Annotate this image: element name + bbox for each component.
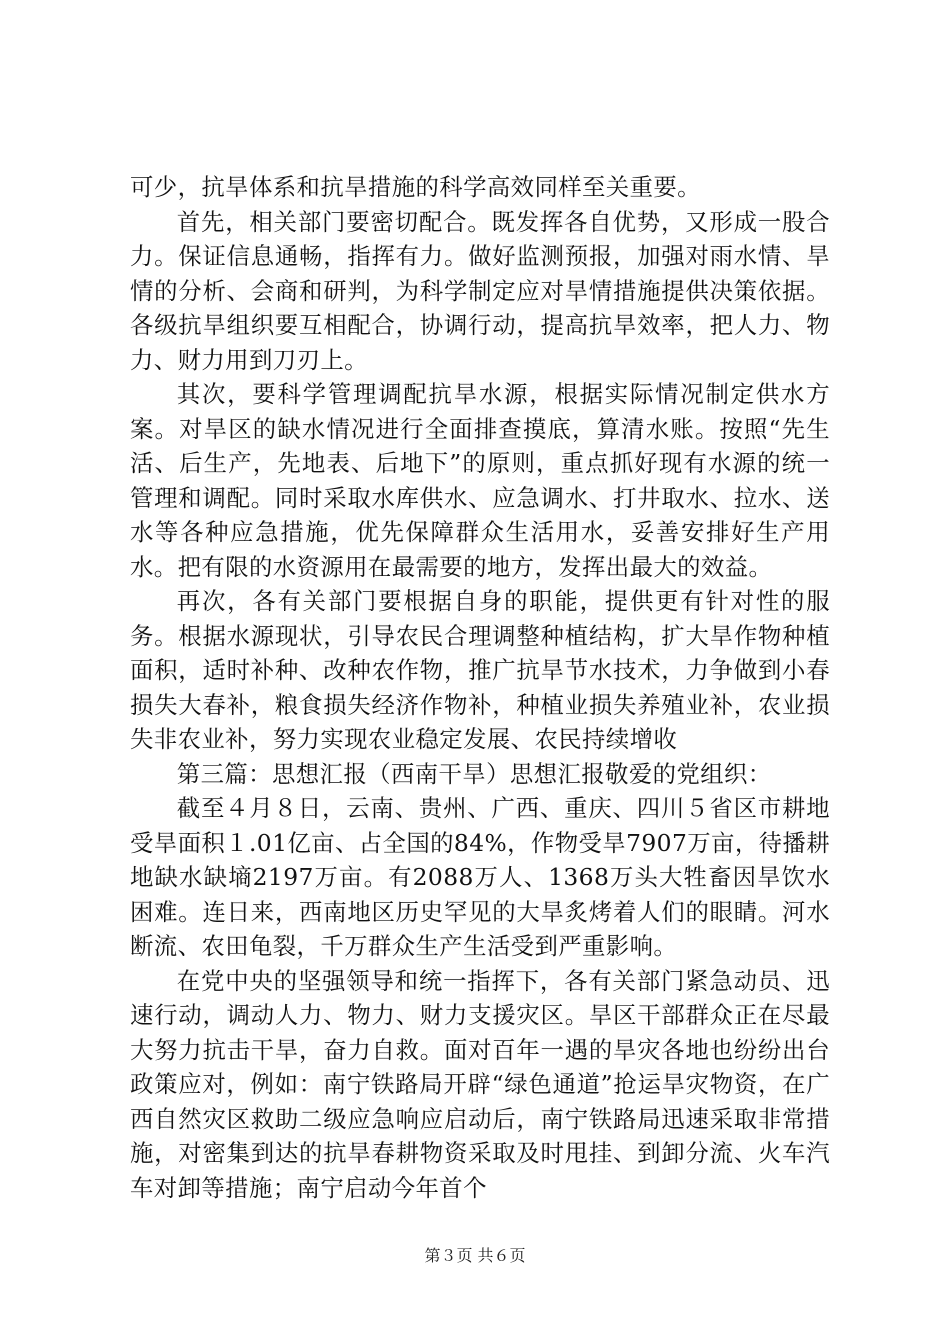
paragraph-drought-stats: 截至４月８日，云南、贵州、广西、重庆、四川５省区市耕地受旱面积１.01亿亩、占全国的84%，作物受旱7907万亩，待播耕地缺水缺墒2197万亩。有2088万人、1368万头大牲畜因旱饮水困难。连日来，西南地区历史罕见的大旱炙烤着人们的眼睛。河水断流、农田龟裂，千万群众生产生活受到严重影响。 [130,794,830,960]
paragraph-third: 再次，各有关部门要根据自身的职能，提供更有针对性的服务。根据水源现状，引导农民合理调整种植结构，扩大旱作物种植面积，适时补种、改种农作物，推广抗旱节水技术，力争做到小春损失大春补，粮食损失经济作物补，种植业损失养殖业补，农业损失非农业补，努力实现农业稳定发展、农民持续增收 [130,587,830,753]
paragraph-continuation: 可少，抗旱体系和抗旱措施的科学高效同样至关重要。 [130,173,701,201]
section-heading: 第三篇：思想汇报（西南干旱）思想汇报敬爱的党组织： [176,759,772,788]
paragraph-second: 其次，要科学管理调配抗旱水源，根据实际情况制定供水方案。对旱区的缺水情况进行全面排查摸底，算清水账。按照“先生活、后生产，先地表、后地下”的原则，重点抓好现有水源的统一管理和调配。同时采取水库供水、应急调水、打井取水、拉水、送水等各种应急措施，优先保障群众生活用水，妥善安排好生产用水。把有限的水资源用在最需要的地方，发挥出最大的效益。 [130,380,830,581]
body-text [130,170,830,1205]
page-footer: 第３页 共６页 [424,1246,526,1265]
paragraph-relief: 在党中央的坚强领导和统一指挥下，各有关部门紧急动员、迅速行动，调动人力、物力、财力支援灾区。旱区干部群众正在尽最大努力抗击干旱，奋力自救。面对百年一遇的旱灾各地也纷纷出台政策应对，例如：南宁铁路局开辟“绿色通道”抢运旱灾物资，在广西自然灾区救助二级应急响应启动后，南宁铁路局迅速采取非常措施，对密集到达的抗旱春耕物资采取及时甩挂、到卸分流、火车汽车对卸等措施；南宁启动今年首个 [130,966,830,1202]
paragraph-first: 首先，相关部门要密切配合。既发挥各自优势，又形成一股合力。保证信息通畅，指挥有力。做好监测预报，加强对雨水情、旱情的分析、会商和研判，为科学制定应对旱情措施提供决策依据。各级抗旱组织要互相配合，协调行动，提高抗旱效率，把人力、物力、财力用到刀刃上。 [130,207,830,374]
